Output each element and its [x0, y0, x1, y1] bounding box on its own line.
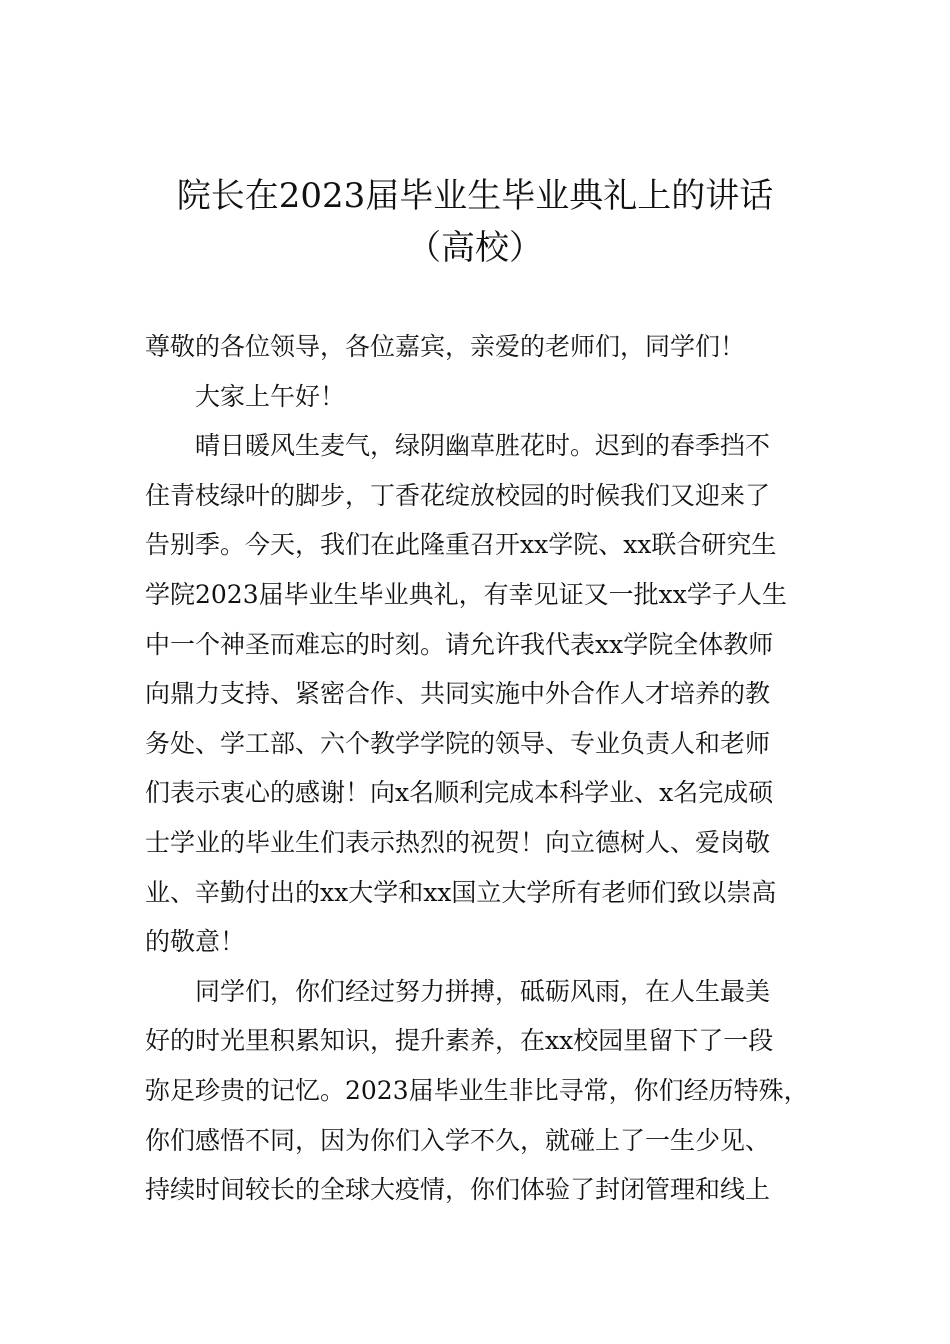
body-line: 同学们，你们经过努力拼搏，砥砺风雨，在人生最美: [195, 976, 771, 1006]
document-subtitle: （高校）: [407, 228, 543, 268]
body-line: 持续时间较长的全球大疫情，你们体验了封闭管理和线上: [145, 1175, 771, 1205]
body-line: 住青枝绿叶的脚步，丁香花绽放校园的时候我们又迎来了: [145, 480, 771, 510]
body-line: 晴日暖风生麦气，绿阴幽草胜花时。迟到的春季挡不: [195, 431, 771, 461]
body-line: 务处、学工部、六个教学学院的领导、专业负责人和老师: [145, 728, 771, 758]
body-line: 告别季。今天，我们在此隆重召开xx学院、xx联合研究生: [145, 530, 777, 560]
document-body: [145, 322, 835, 1215]
body-line: 士学业的毕业生们表示热烈的祝贺！向立德树人、爱岗敬: [145, 827, 771, 857]
body-line: 中一个神圣而难忘的时刻。请允许我代表xx学院全体教师: [145, 629, 774, 659]
body-line: 大家上午好！: [195, 381, 346, 411]
body-line: 向鼎力支持、紧密合作、共同实施中外合作人才培养的教: [145, 679, 771, 709]
body-line: 好的时光里积累知识，提升素养，在xx校园里留下了一段: [145, 1026, 774, 1056]
body-line: 学院2023届毕业生毕业典礼，有幸见证又一批xx学子人生: [145, 579, 787, 609]
body-line: 们表示衷心的感谢！向x名顺利完成本科学业、x名完成硕: [145, 778, 774, 808]
body-line: 尊敬的各位领导，各位嘉宾，亲爱的老师们，同学们！: [145, 332, 746, 361]
body-line: 的敬意！: [145, 927, 246, 957]
body-line: 弥足珍贵的记忆。2023届毕业生非比寻常，你们经历特殊，: [145, 1075, 809, 1105]
body-line: 你们感悟不同，因为你们入学不久，就碰上了一生少见、: [145, 1125, 771, 1155]
body-line: 业、辛勤付出的xx大学和xx国立大学所有老师们致以崇高: [145, 877, 777, 907]
document-title: 院长在2023届毕业生毕业典礼上的讲话: [176, 176, 774, 216]
